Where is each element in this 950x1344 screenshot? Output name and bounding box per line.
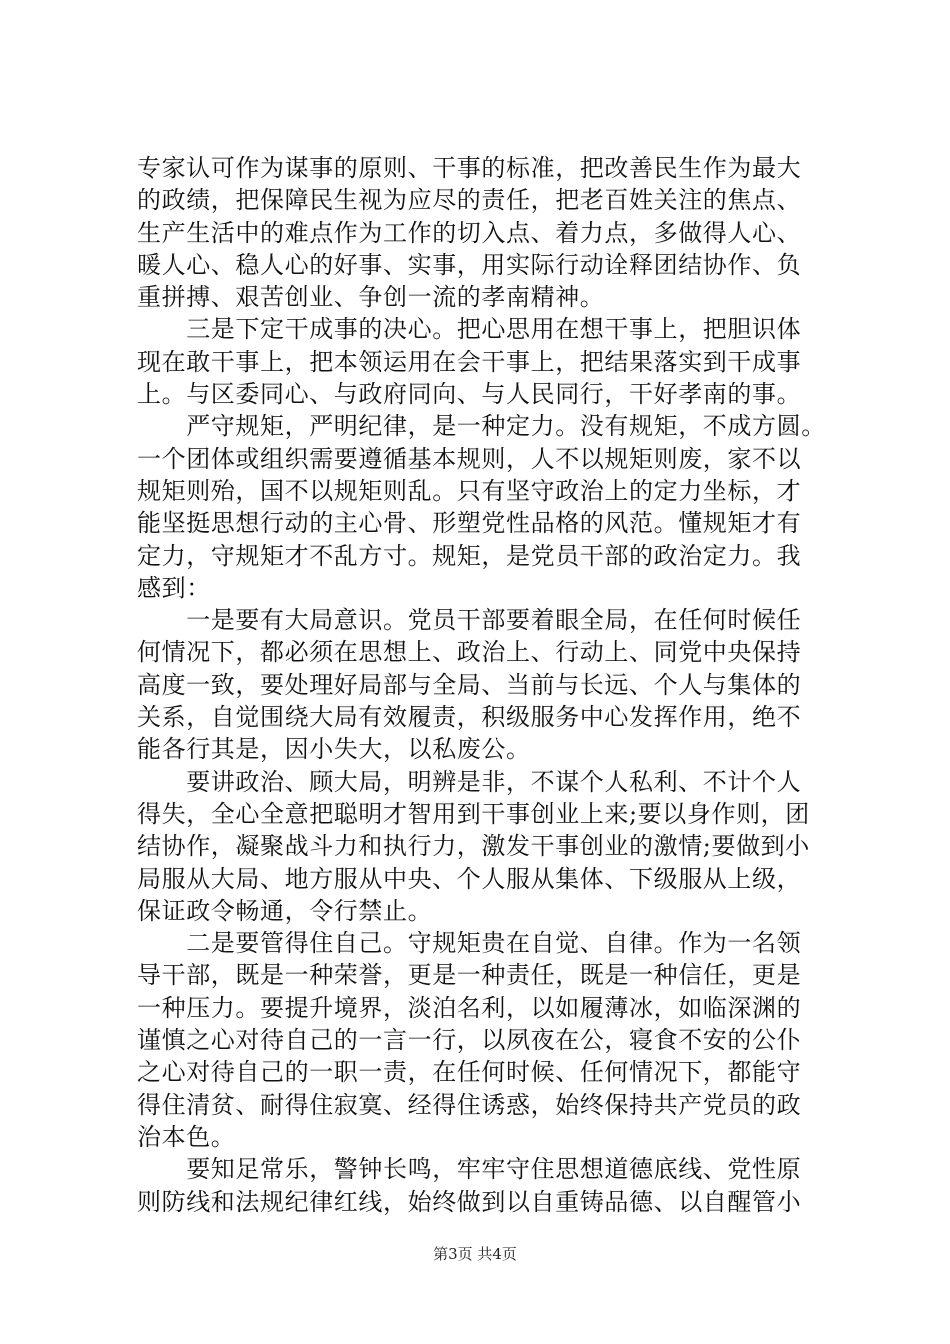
text-line: 则防线和法规纪律红线，始终做到以自重铸品德、以自醒管小: [137, 1187, 802, 1216]
text-line: 一个团体或组织需要遵循基本规则，人不以规矩则废，家不以: [137, 444, 802, 473]
text-line: 要知足常乐，警钟长鸣，牢牢守住思想道德底线、党性原: [137, 1155, 802, 1184]
text-line: 能各行其是，因小失大，以私废公。: [137, 735, 531, 764]
text-line: 感到：: [137, 573, 211, 602]
text-line: 定力，守规矩才不乱方寸。规矩，是党员干部的政治定力。我: [137, 541, 802, 570]
text-line: 暖人心、稳人心的好事、实事，用实际行动诠释团结协作、负: [137, 250, 802, 279]
text-line: 谨慎之心对待自己的一言一行，以夙夜在公，寝食不安的公仆: [137, 1026, 802, 1055]
text-line: 重拼搏、艰苦创业、争创一流的孝南精神。: [137, 283, 605, 312]
text-line: 三是下定干成事的决心。把心思用在想干事上，把胆识体: [137, 315, 802, 344]
text-line: 一是要有大局意识。党员干部要着眼全局，在任何时候任: [137, 606, 802, 635]
text-line: 严守规矩，严明纪律，是一种定力。没有规矩，不成方圆。: [137, 412, 826, 441]
text-line: 专家认可作为谋事的原则、干事的标准，把改善民生作为最大: [137, 154, 802, 182]
text-line: 要讲政治、顾大局，明辨是非，不谋个人私利、不计个人: [137, 767, 802, 796]
text-line: 现在敢干事上，把本领运用在会干事上，把结果落实到干成事: [137, 347, 802, 376]
text-line: 能坚挺思想行动的主心骨、形塑党性品格的风范。懂规矩才有: [137, 509, 802, 538]
text-line: 保证政令畅通，令行禁止。: [137, 896, 433, 925]
text-line: 二是要管得住自己。守规矩贵在自觉、自律。作为一名领: [137, 929, 802, 958]
text-line: 治本色。: [137, 1122, 236, 1151]
text-line: 得失，全心全意把聪明才智用到干事创业上来;要以身作则，团: [137, 799, 810, 828]
text-line: 之心对待自己的一职一责，在任何时候、任何情况下，都能守: [137, 1058, 802, 1087]
text-line: 得住清贫、耐得住寂寞、经得住诱惑，始终保持共产党员的政: [137, 1090, 802, 1119]
text-line: 结协作，凝聚战斗力和执行力，激发干事创业的激情;要做到小: [137, 832, 810, 861]
document-body: [137, 152, 837, 1218]
text-line: 规矩则殆，国不以规矩则乱。只有坚守政治上的定力坐标，才: [137, 476, 802, 505]
text-line: 上。与区委同心、与政府同向、与人民同行，干好孝南的事。: [137, 380, 802, 409]
text-line: 一种压力。要提升境界，淡泊名利，以如履薄冰，如临深渊的: [137, 993, 802, 1022]
text-line: 生产生活中的难点作为工作的切入点、着力点，多做得人心、: [137, 218, 802, 247]
text-line: 关系，自觉围绕大局有效履责，积级服务中心发挥作用，绝不: [137, 703, 802, 732]
page-number-footer: 第3页 共4页: [433, 1245, 517, 1263]
text-line: 何情况下，都必须在思想上、政治上、行动上、同党中央保持: [137, 638, 802, 667]
text-line: 导干部，既是一种荣誉，更是一种责任，既是一种信任，更是: [137, 961, 802, 990]
text-line: 局服从大局、地方服从中央、个人服从集体、下级服从上级，: [137, 864, 802, 893]
text-line: 高度一致，要处理好局部与全局、当前与长远、个人与集体的: [137, 670, 802, 699]
text-line: 的政绩，把保障民生视为应尽的责任，把老百姓关注的焦点、: [137, 186, 802, 215]
